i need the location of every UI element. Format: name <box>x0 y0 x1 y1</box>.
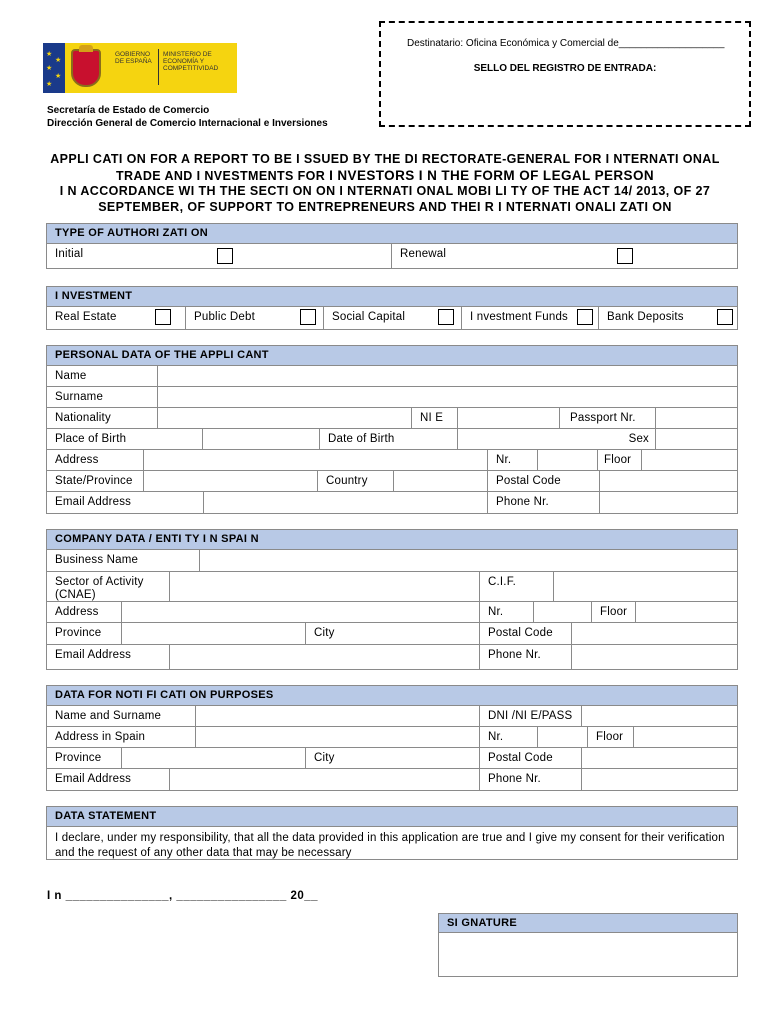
postal-code-field[interactable] <box>599 471 737 491</box>
title-line2 <box>30 168 740 185</box>
business-name-field[interactable] <box>199 550 737 571</box>
floor-label: Floor <box>597 450 641 470</box>
sex-label-cell <box>607 429 655 449</box>
title-line4: SEPTEMBER, OF SUPPORT TO ENTREPRENEURS AND THEI R I NTERNATI ONALI ZATI ON <box>98 199 672 214</box>
personal-header: PERSONAL DATA OF THE APPLI CANT <box>47 346 737 366</box>
stamp-sello: SELLO DEL REGISTRO DE ENTRADA: <box>473 63 657 74</box>
sector-label <box>47 572 169 601</box>
investment-section <box>46 286 738 330</box>
public-debt-label: Public Debt <box>194 311 256 323</box>
phone-field[interactable] <box>599 492 737 513</box>
signature-box[interactable] <box>438 913 738 977</box>
notif-nr-field[interactable] <box>537 727 587 747</box>
email-label: Email Address <box>55 496 132 508</box>
social-capital-checkbox[interactable] <box>438 309 454 325</box>
company-phone-field[interactable] <box>571 645 737 669</box>
state-field[interactable] <box>143 471 317 491</box>
floor-field[interactable] <box>641 450 663 470</box>
company-floor-label: Floor <box>591 602 635 622</box>
country-field[interactable] <box>393 471 487 491</box>
investment-funds-checkbox[interactable] <box>577 309 593 325</box>
statement-text: I declare, under my responsibility, that all the data provided in this application are true and I give my consent for their verification and the request of any other data that may be necessary <box>55 832 725 859</box>
notif-address-field[interactable] <box>195 727 479 747</box>
notif-nr-label: Nr. <box>479 727 537 747</box>
passport-label: Passport Nr. <box>559 408 655 428</box>
title-line2a: TRADE AND I NVESTMENTS FOR <box>115 168 330 183</box>
notif-name-field[interactable] <box>195 706 479 726</box>
real-estate-label: Real Estate <box>55 311 117 323</box>
address-field[interactable] <box>143 450 487 470</box>
name-field[interactable] <box>157 366 737 386</box>
notif-address-label: Address in Spain <box>55 731 146 743</box>
company-data-section <box>46 529 738 670</box>
initial-label: Initial <box>55 248 84 260</box>
company-address-label: Address <box>55 606 99 618</box>
page-title <box>30 152 740 215</box>
nationality-field[interactable] <box>157 408 411 428</box>
postal-code-label: Postal Code <box>487 471 599 491</box>
investment-funds-label: I nvestment Funds <box>470 311 568 323</box>
notif-email-field[interactable] <box>169 769 479 790</box>
stamp-destinatario: Destinatario: Oficina Económica y Comercial de___________________ <box>407 38 725 49</box>
government-logo <box>43 43 237 93</box>
company-city-label: City <box>305 623 479 644</box>
sector-line1: Sector of Activity <box>55 576 144 588</box>
notif-postal-label: Postal Code <box>479 748 581 768</box>
company-province-label: Province <box>55 627 102 639</box>
surname-field[interactable] <box>157 387 737 407</box>
surname-label: Surname <box>55 391 104 403</box>
date-of-birth-field[interactable] <box>457 429 607 449</box>
place-of-birth-label: Place of Birth <box>55 433 127 445</box>
registry-stamp-box <box>379 21 751 127</box>
business-name-label: Business Name <box>55 554 139 566</box>
notif-dni-label: DNI /NI E/PASS <box>479 706 581 726</box>
title-line1: APPLI CATI ON FOR A REPORT TO BE I SSUED BY THE DI RECTORATE-GENERAL FOR I NTERNATI ONAL <box>50 152 720 166</box>
place-date-line[interactable]: I n _______________, ________________ 20__ <box>47 890 319 902</box>
notif-floor-label: Floor <box>587 727 633 747</box>
org-line1: Secretaría de Estado de Comercio <box>47 105 210 116</box>
title-line3: I N ACCORDANCE WI TH THE SECTI ON ON I NTERNATI ONAL MOBI LI TY OF THE ACT 14/ 2013, OF 27 <box>59 184 711 198</box>
notif-dni-field[interactable] <box>581 706 737 726</box>
company-province-field[interactable] <box>121 623 305 644</box>
notif-city-label: City <box>305 748 479 768</box>
social-capital-label: Social Capital <box>332 311 406 323</box>
company-floor-field[interactable] <box>635 602 737 622</box>
company-postal-field[interactable] <box>571 623 737 644</box>
nationality-label: Nationality <box>55 412 111 424</box>
sex-label: Sex <box>628 433 649 445</box>
nie-label: NI E <box>411 408 457 428</box>
state-label: State/Province <box>55 475 133 487</box>
renewal-checkbox[interactable] <box>617 248 633 264</box>
coat-of-arms-icon <box>71 49 101 87</box>
sex-field[interactable] <box>655 429 737 449</box>
sector-field[interactable] <box>169 572 479 601</box>
nr-field[interactable] <box>537 450 597 470</box>
renewal-label: Renewal <box>400 248 447 260</box>
nie-field[interactable] <box>457 408 559 428</box>
ministry-text: MINISTERIO DE ECONOMÍA Y COMPETITIVIDAD <box>163 51 219 72</box>
bank-deposits-checkbox[interactable] <box>717 309 733 325</box>
phone-label: Phone Nr. <box>487 492 599 513</box>
org-line2: Dirección General de Comercio Internacional e Inversiones <box>47 118 328 129</box>
notif-province-label: Province <box>55 752 102 764</box>
notif-phone-field[interactable] <box>581 769 737 790</box>
notification-header: DATA FOR NOTI FI CATI ON PURPOSES <box>47 686 737 706</box>
country-label: Country <box>317 471 393 491</box>
sector-line2: (CNAE) <box>55 589 96 601</box>
title-line2b: I NVESTORS I N THE FORM OF LEGAL PERSON <box>329 167 654 183</box>
company-nr-field[interactable] <box>533 602 591 622</box>
company-email-field[interactable] <box>169 645 479 669</box>
gov-text: GOBIERNO DE ESPAÑA <box>115 51 152 65</box>
organization-block <box>47 104 328 130</box>
eu-flag-icon: ★ ★ ★ ★ ★ <box>43 43 65 93</box>
company-address-field[interactable] <box>121 602 479 622</box>
signature-header: SI GNATURE <box>439 914 737 933</box>
address-label: Address <box>55 454 99 466</box>
notif-province-field[interactable] <box>121 748 305 768</box>
initial-checkbox[interactable] <box>217 248 233 264</box>
company-phone-label: Phone Nr. <box>479 645 571 669</box>
company-nr-label: Nr. <box>479 602 533 622</box>
statement-header: DATA STATEMENT <box>47 807 737 827</box>
name-label: Name <box>55 370 87 382</box>
authorization-header: TYPE OF AUTHORI ZATI ON <box>47 224 737 244</box>
notif-phone-label: Phone Nr. <box>479 769 581 790</box>
company-header: COMPANY DATA / ENTI TY I N SPAI N <box>47 530 737 550</box>
date-of-birth-label: Date of Birth <box>319 429 457 449</box>
nr-label: Nr. <box>487 450 537 470</box>
statement-section <box>46 806 738 860</box>
real-estate-checkbox[interactable] <box>155 309 171 325</box>
public-debt-checkbox[interactable] <box>300 309 316 325</box>
logo-divider <box>158 49 159 85</box>
notif-name-label: Name and Surname <box>55 710 162 722</box>
notif-postal-field[interactable] <box>581 748 737 768</box>
place-of-birth-field[interactable] <box>202 429 319 449</box>
company-postal-label: Postal Code <box>479 623 571 644</box>
email-field[interactable] <box>203 492 487 513</box>
company-email-label: Email Address <box>55 649 132 661</box>
authorization-section <box>46 223 738 269</box>
bank-deposits-label: Bank Deposits <box>607 311 684 323</box>
notif-email-label: Email Address <box>55 773 132 785</box>
investment-header: I NVESTMENT <box>47 287 737 307</box>
renewal-label-cell <box>391 244 737 268</box>
passport-field[interactable] <box>655 408 737 428</box>
cif-label: C.I.F. <box>479 572 553 601</box>
notif-floor-field[interactable] <box>633 727 737 747</box>
personal-data-section <box>46 345 738 514</box>
notification-section <box>46 685 738 791</box>
cif-field[interactable] <box>553 572 737 601</box>
